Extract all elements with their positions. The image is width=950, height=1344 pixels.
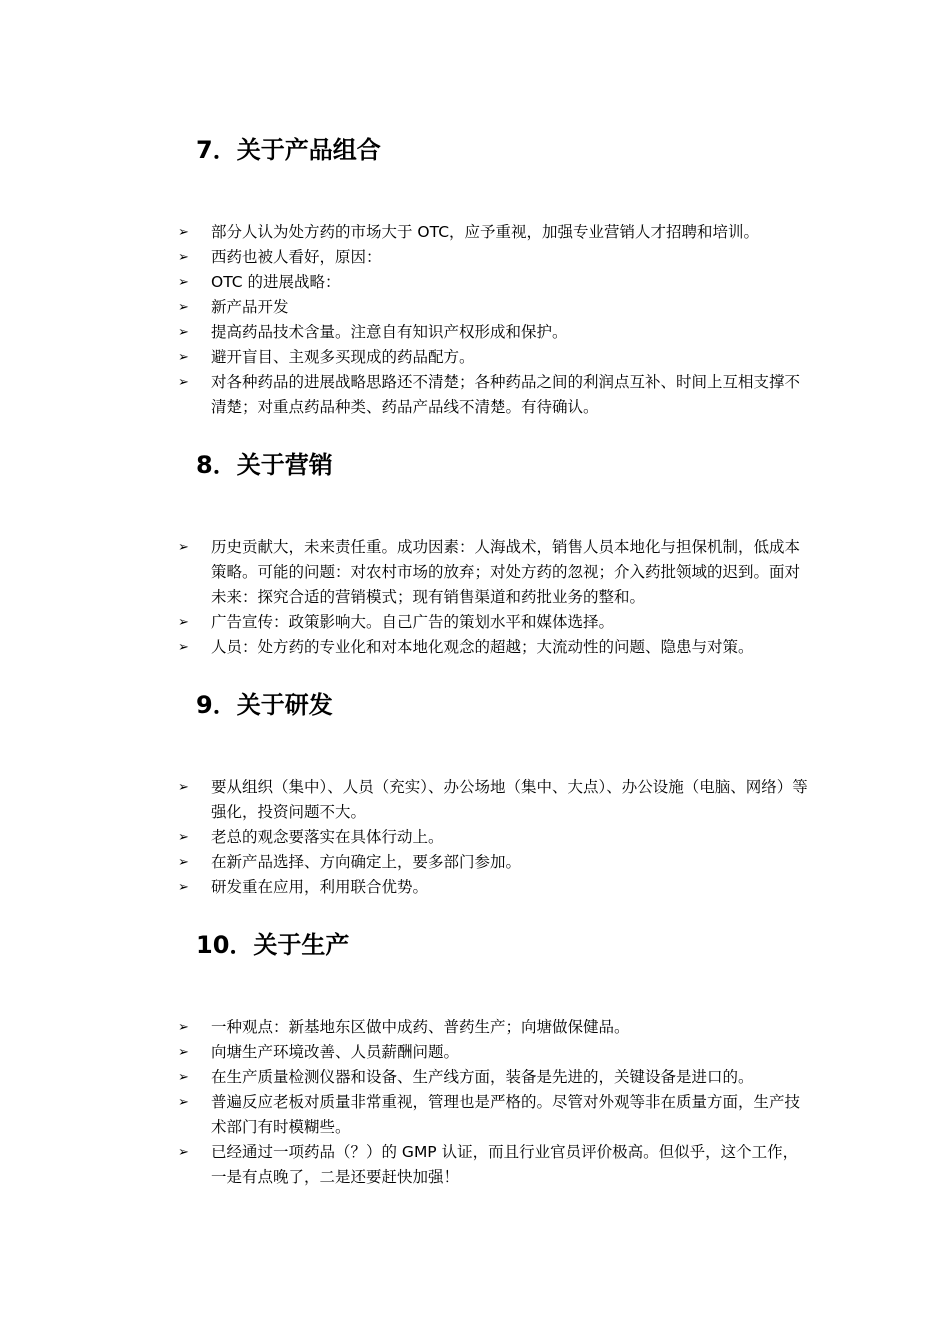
list-item: ➢ 研发重在应用，利用联合优势。 [178, 875, 828, 900]
arrow-bullet-icon: ➢ [178, 250, 189, 265]
list-item: ➢ 西药也被人看好，原因： [178, 245, 828, 270]
section-heading-9: 9．关于研发 [196, 691, 333, 719]
arrow-bullet-icon: ➢ [178, 880, 189, 895]
arrow-bullet-icon: ➢ [178, 855, 189, 870]
section-heading-8: 8．关于营销 [196, 451, 333, 479]
arrow-bullet-icon: ➢ [178, 780, 189, 795]
arrow-bullet-icon: ➢ [178, 275, 189, 290]
arrow-bullet-icon: ➢ [178, 300, 189, 315]
list-item: ➢ 广告宣传：政策影响大。自己广告的策划水平和媒体选择。 [178, 610, 828, 635]
arrow-bullet-icon: ➢ [178, 375, 189, 390]
list-item: ➢ 老总的观念要落实在具体行动上。 [178, 825, 828, 850]
list-item: ➢ 已经通过一项药品（？）的 GMP 认证，而且行业官员评价极高。但似乎，这个工作，一是有点晚了，二是还要赶快加强！ [178, 1140, 828, 1190]
list-item: ➢ 部分人认为处方药的市场大于 OTC，应予重视，加强专业营销人才招聘和培训。 [178, 220, 828, 245]
list-item: ➢ 人员：处方药的专业化和对本地化观念的超越；大流动性的问题、隐患与对策。 [178, 635, 828, 660]
list-item: ➢ 要从组织（集中）、人员（充实）、办公场地（集中、大点）、办公设施（电脑、网络）等强化，投资问题不大。 [178, 775, 828, 825]
arrow-bullet-icon: ➢ [178, 1070, 189, 1085]
list-item: ➢ 向塘生产环境改善、人员薪酬问题。 [178, 1040, 828, 1065]
list-item: ➢ 提高药品技术含量。注意自有知识产权形成和保护。 [178, 320, 828, 345]
arrow-bullet-icon: ➢ [178, 325, 189, 340]
arrow-bullet-icon: ➢ [178, 1095, 189, 1110]
section-list-9 [178, 775, 828, 900]
arrow-bullet-icon: ➢ [178, 1020, 189, 1035]
list-item: ➢ 历史贡献大，未来责任重。成功因素：人海战术，销售人员本地化与担保机制，低成本策略。可能的问题：对农村市场的放弃；对处方药的忽视；介入药批领域的迟到。面对未来：探究合适的营销模式；现有销售渠道和药批业务的整和。 [178, 535, 828, 610]
arrow-bullet-icon: ➢ [178, 640, 189, 655]
arrow-bullet-icon: ➢ [178, 1145, 189, 1160]
list-item: ➢ 对各种药品的进展战略思路还不清楚；各种药品之间的利润点互补、时间上互相支撑不清楚；对重点药品种类、药品产品线不清楚。有待确认。 [178, 370, 828, 420]
arrow-bullet-icon: ➢ [178, 1045, 189, 1060]
arrow-bullet-icon: ➢ [178, 830, 189, 845]
section-list-10 [178, 1015, 828, 1190]
arrow-bullet-icon: ➢ [178, 615, 189, 630]
arrow-bullet-icon: ➢ [178, 540, 189, 555]
list-item: ➢ 一种观点：新基地东区做中成药、普药生产；向塘做保健品。 [178, 1015, 828, 1040]
section-list-7 [178, 220, 828, 420]
list-item: ➢ 新产品开发 [178, 295, 828, 320]
arrow-bullet-icon: ➢ [178, 225, 189, 240]
section-heading-10: 10．关于生产 [196, 931, 350, 959]
list-item: ➢ 在生产质量检测仪器和设备、生产线方面，装备是先进的，关键设备是进口的。 [178, 1065, 828, 1090]
list-item: ➢ 避开盲目、主观多买现成的药品配方。 [178, 345, 828, 370]
list-item: ➢ OTC 的进展战略： [178, 270, 828, 295]
list-item: ➢ 普遍反应老板对质量非常重视，管理也是严格的。尽管对外观等非在质量方面，生产技术部门有时模糊些。 [178, 1090, 828, 1140]
section-heading-7: 7．关于产品组合 [196, 136, 381, 164]
section-list-8 [178, 535, 828, 660]
list-item: ➢ 在新产品选择、方向确定上，要多部门参加。 [178, 850, 828, 875]
arrow-bullet-icon: ➢ [178, 350, 189, 365]
